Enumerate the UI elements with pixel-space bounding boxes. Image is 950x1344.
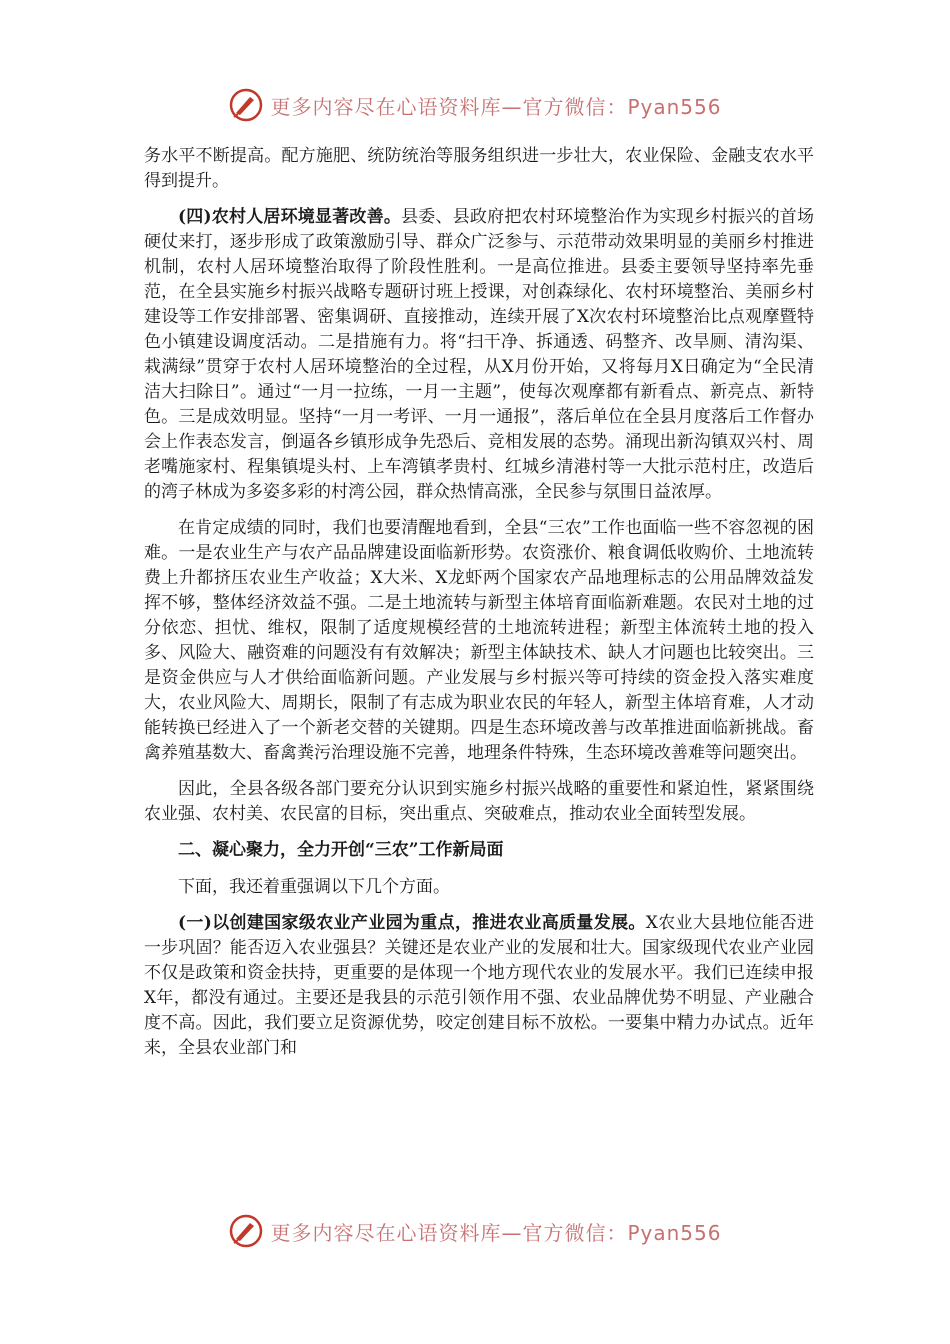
watermark-text: 更多内容尽在心语资料库—官方微信：Pyan556 (270, 94, 722, 119)
document-body (144, 144, 814, 1072)
paragraph-text: 县委、县政府把农村环境整治作为实现乡村振兴的首场硬仗来打，逐步形成了政策激励引导、群众广泛参与、示范带动效果明显的美丽乡村推进机制，农村人居环境整治取得了阶段性胜利。一是高位推进。县委主要领导坚持率先垂范，在全县实施乡村振兴战略专题研讨班上授课，对创森绿化、农村环境整治、美丽乡村建设等工作安排部署、密集调研、直接推动，连续开展了X次农村环境整治比点观摩暨特色小镇建设调度活动。二是措施有力。将“扫干净、拆通透、码整齐、改旱厕、清沟渠、栽满绿”贯穿于农村人居环境整治的全过程，从X月份开始，又将每月X日确定为“全民清洁大扫除日”。通过“一月一拉练，一月一主题”，使每次观摩都有新看点、新亮点、新特色。三是成效明显。坚持“一月一考评、一月一通报”，落后单位在全县月度落后工作督办会上作表态发言，倒逼各乡镇形成争先恐后、竞相发展的态势。涌现出新沟镇双兴村、周老嘴施家村、程集镇堤头村、上车湾镇孝贵村、红城乡清港村等一大批示范村庄，改造后的湾子林成为多姿多彩的村湾公园，群众热情高涨，全民参与氛围日益浓厚。 (144, 207, 814, 502)
watermark-banner-top (0, 82, 950, 128)
paragraph-industrial-park (144, 911, 814, 1061)
subsection-heading: (四)农村人居环境显著改善。 (178, 207, 402, 227)
watermark-text: 更多内容尽在心语资料库—官方微信：Pyan556 (270, 1220, 722, 1245)
section-heading: 二、凝心聚力，全力开创“三农”工作新局面 (178, 840, 504, 860)
paragraph-difficulties: 在肯定成绩的同时，我们也要清醒地看到，全县“三农”工作也面临一些不容忽视的困难。一是农业生产与农产品品牌建设面临新形势。农资涨价、粮食调低收购价、土地流转费上升都挤压农业生产收益；X大米、X龙虾两个国家农产品地理标志的公用品牌效益发挥不够，整体经济效益不强。二是土地流转与新型主体培育面临新难题。农民对土地的过分依恋、担忧、维权，限制了适度规模经营的土地流转进程；新型主体流转土地的投入多、风险大、融资难的问题没有有效解决；新型主体缺技术、缺人才问题也比较突出。三是资金供应与人才供给面临新问题。产业发展与乡村振兴等可持续的资金投入落实难度大，农业风险大、周期长，限制了有志成为职业农民的年轻人，新型主体培育难，人才动能转换已经进入了一个新老交替的关键期。四是生态环境改善与改革推进面临新挑战。畜禽养殖基数大、畜禽粪污治理设施不完善，地理条件特殊，生态环境改善难等问题突出。 (144, 518, 814, 763)
paragraph-intro: 下面，我还着重强调以下几个方面。 (178, 877, 450, 897)
paragraph-rural-environment (144, 205, 814, 505)
paragraph-conclusion: 因此，全县各级各部门要充分认识到实施乡村振兴战略的重要性和紧迫性，紧紧围绕农业强、农村美、农民富的目标，突出重点、突破难点，推动农业全面转型发展。 (144, 779, 814, 824)
pen-logo-icon (228, 87, 264, 123)
pen-logo-icon (228, 1213, 264, 1249)
watermark-banner-bottom (0, 1208, 950, 1254)
paragraph-text: X农业大县地位能否进一步巩固？能否迈入农业强县？关键还是农业产业的发展和壮大。国家级现代农业产业园不仅是政策和资金扶持，更重要的是体现一个地方现代农业的发展水平。我们已连续申报X年，都没有通过。主要还是我县的示范引领作用不强、农业品牌优势不明显、产业融合度不高。因此，我们要立足资源优势，咬定创建目标不放松。一要集中精力办试点。近年来，全县农业部门和 (144, 913, 814, 1058)
subsection-heading: (一)以创建国家级农业产业园为重点，推进农业高质量发展。 (178, 913, 646, 933)
paragraph-continued: 务水平不断提高。配方施肥、统防统治等服务组织进一步壮大，农业保险、金融支农水平得到提升。 (144, 146, 814, 191)
